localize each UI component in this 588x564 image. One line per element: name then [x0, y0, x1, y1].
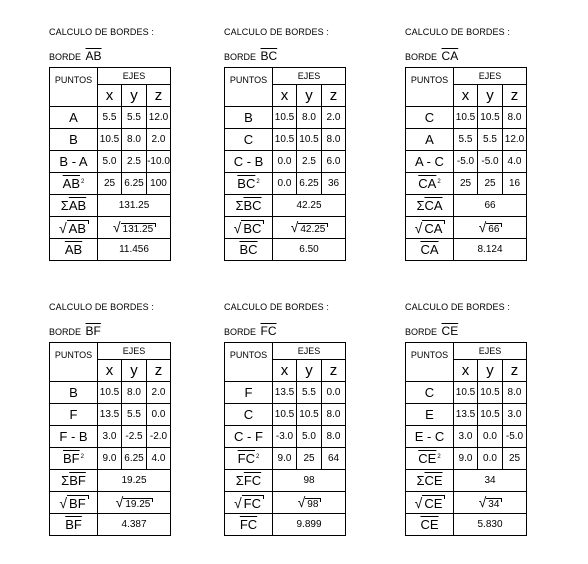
row-label: C: [225, 129, 273, 151]
sum-edge: $\overline{BC}$: [243, 198, 262, 213]
sqrt-value: 19.25: [125, 498, 151, 510]
sqrt-label: √ CA: [406, 217, 454, 239]
row-label: E - C: [406, 426, 454, 448]
cell-z: 4.0: [503, 151, 527, 173]
sum-value: 34: [454, 470, 527, 492]
axis-x-header: x: [273, 360, 297, 382]
result-row: [50, 239, 171, 261]
sum-edge: $\overline{AB}$: [68, 198, 87, 213]
row-label: F: [225, 382, 273, 404]
borde-heading: [224, 324, 277, 338]
table-row: [225, 107, 346, 129]
ejes-header: EJES: [454, 68, 527, 85]
sum-row: [225, 470, 346, 492]
sum-value: 131.25: [98, 195, 171, 217]
edge-name: $\overline{AB}$: [85, 49, 102, 63]
cell-y: 8.0: [297, 107, 322, 129]
calc-title: CALCULO DE BORDES :: [224, 27, 329, 37]
table-row: [225, 404, 346, 426]
sqrt-edge: CE: [424, 495, 443, 511]
sqrt-row: [225, 217, 346, 239]
cell-z: 12.0: [503, 129, 527, 151]
cell-z: 4.0: [147, 448, 171, 470]
cell-z: 3.0: [503, 404, 527, 426]
cell-x: 10.5: [273, 107, 297, 129]
table-row: [50, 382, 171, 404]
sum-row: [225, 195, 346, 217]
cell-z: 64: [322, 448, 346, 470]
ejes-header: EJES: [273, 68, 346, 85]
cell-x: 13.5: [273, 382, 297, 404]
cell-x: 10.5: [273, 404, 297, 426]
result-edge: $\overline{AB}$: [50, 239, 98, 261]
table-row: [50, 129, 171, 151]
axis-y-header: y: [122, 360, 147, 382]
table-row: [225, 448, 346, 470]
cell-z: 100: [147, 173, 171, 195]
sqrt-row: [406, 492, 527, 514]
table-row: [406, 426, 527, 448]
cell-y: 8.0: [122, 129, 147, 151]
row-label: B: [50, 129, 98, 151]
cell-y: 5.0: [297, 426, 322, 448]
axis-y-header: y: [478, 85, 503, 107]
result-edge: $\overline{CA}$: [406, 239, 454, 261]
calc-table: [405, 67, 527, 261]
calc-table: [405, 342, 527, 536]
row-label-squared: $\overline{FC}^2$: [225, 448, 273, 470]
cell-x: 10.5: [273, 129, 297, 151]
calc-title: CALCULO DE BORDES :: [405, 302, 510, 312]
borde-heading: [405, 324, 458, 338]
edge-name: $\overline{CA}$: [441, 49, 459, 63]
sqrt-edge: AB: [68, 220, 87, 236]
table-row: [50, 173, 171, 195]
table-row: [406, 404, 527, 426]
cell-x: 3.0: [454, 426, 478, 448]
row-label: C: [225, 404, 273, 426]
result-edge: $\overline{CE}$: [406, 514, 454, 536]
row-label: F: [50, 404, 98, 426]
borde-label: BORDE: [49, 52, 82, 62]
cell-z: 25: [503, 448, 527, 470]
row-label: E: [406, 404, 454, 426]
table-row: [406, 129, 527, 151]
cell-z: 8.0: [503, 382, 527, 404]
cell-x: 25: [454, 173, 478, 195]
cell-z: 0.0: [322, 382, 346, 404]
sigma-symbol: Σ: [416, 473, 425, 488]
ejes-header: EJES: [98, 68, 171, 85]
edge-name: $\overline{BF}$: [85, 324, 101, 338]
cell-z: 8.0: [322, 129, 346, 151]
row-label-squared: $\overline{CE}^2$: [406, 448, 454, 470]
borde-label: BORDE: [224, 327, 257, 337]
axis-y-header: y: [297, 360, 322, 382]
cell-y: 5.5: [122, 404, 147, 426]
sqrt-row: [225, 492, 346, 514]
cell-y: 25: [297, 448, 322, 470]
edge-name: $\overline{BC}$: [260, 49, 278, 63]
borde-heading: [49, 49, 102, 63]
result-value: 5.830: [454, 514, 527, 536]
sqrt-value-cell: √ 19.25: [98, 492, 171, 514]
axis-z-header: z: [147, 85, 171, 107]
ejes-header: EJES: [454, 343, 527, 360]
sqrt-label: √ AB: [50, 217, 98, 239]
axis-y-header: y: [122, 85, 147, 107]
axis-x-header: x: [273, 85, 297, 107]
cell-z: 6.0: [322, 151, 346, 173]
squared-edge: $\overline{AB}$: [62, 176, 80, 191]
cell-z: -5.0: [503, 426, 527, 448]
puntos-header: PUNTOS: [406, 68, 454, 107]
cell-x: 5.5: [98, 107, 122, 129]
cell-x: 5.0: [98, 151, 122, 173]
cell-y: 8.0: [122, 382, 147, 404]
cell-y: 0.0: [478, 448, 503, 470]
axis-x-header: x: [454, 360, 478, 382]
squared-edge: $\overline{CE}$: [418, 451, 437, 466]
cell-x: 9.0: [273, 448, 297, 470]
cell-z: 0.0: [147, 404, 171, 426]
calc-table: [224, 342, 346, 536]
sum-value: 66: [454, 195, 527, 217]
sqrt-value-cell: √ 66: [454, 217, 527, 239]
cell-x: 13.5: [454, 404, 478, 426]
axis-z-header: z: [147, 360, 171, 382]
result-value: 11.456: [98, 239, 171, 261]
cell-z: 16: [503, 173, 527, 195]
sigma-symbol: Σ: [235, 198, 244, 213]
sum-value: 98: [273, 470, 346, 492]
table-row: [50, 426, 171, 448]
table-row: [406, 448, 527, 470]
sqrt-value-cell: √ 34: [454, 492, 527, 514]
cell-y: 6.25: [122, 448, 147, 470]
cell-y: 5.5: [122, 107, 147, 129]
cell-y: 10.5: [297, 129, 322, 151]
result-edge: $\overline{BF}$: [50, 514, 98, 536]
puntos-header: PUNTOS: [225, 68, 273, 107]
row-label-squared: $\overline{CA}^2$: [406, 173, 454, 195]
cell-y: 2.5: [297, 151, 322, 173]
cell-z: 8.0: [503, 107, 527, 129]
cell-y: 10.5: [297, 404, 322, 426]
sqrt-value-cell: √ 42.25: [273, 217, 346, 239]
table-row: [225, 382, 346, 404]
calc-table: [224, 67, 346, 261]
sum-edge: $\overline{CA}$: [424, 198, 443, 213]
sqrt-row: [406, 217, 527, 239]
calc-title: CALCULO DE BORDES :: [405, 27, 510, 37]
axis-z-header: z: [322, 85, 346, 107]
table-row: [50, 107, 171, 129]
calc-title: CALCULO DE BORDES :: [224, 302, 329, 312]
cell-x: 5.5: [454, 129, 478, 151]
borde-heading: [224, 49, 277, 63]
sqrt-edge: FC: [243, 495, 262, 511]
table-row: [50, 448, 171, 470]
cell-x: 3.0: [98, 426, 122, 448]
table-row: [406, 382, 527, 404]
sum-label: [225, 470, 273, 492]
sum-label: [50, 195, 98, 217]
axis-y-header: y: [297, 85, 322, 107]
sum-row: [50, 470, 171, 492]
axis-z-header: z: [322, 360, 346, 382]
sum-value: 19.25: [98, 470, 171, 492]
row-label: A: [406, 129, 454, 151]
row-label: A - C: [406, 151, 454, 173]
cell-x: 10.5: [98, 382, 122, 404]
table-row: [50, 151, 171, 173]
result-edge: $\overline{FC}$: [225, 514, 273, 536]
axis-x-header: x: [98, 85, 122, 107]
cell-z: 36: [322, 173, 346, 195]
sqrt-value-cell: √ 98: [273, 492, 346, 514]
sigma-symbol: Σ: [416, 198, 425, 213]
sqrt-edge: BC: [243, 220, 262, 236]
sum-edge: $\overline{CE}$: [424, 473, 443, 488]
cell-y: 5.5: [297, 382, 322, 404]
cell-x: 9.0: [454, 448, 478, 470]
cell-x: 9.0: [98, 448, 122, 470]
cell-y: 25: [478, 173, 503, 195]
cell-z: 8.0: [322, 426, 346, 448]
result-row: [406, 239, 527, 261]
cell-y: -5.0: [478, 151, 503, 173]
sqrt-value: 42.25: [300, 223, 326, 235]
cell-y: 6.25: [122, 173, 147, 195]
axis-z-header: z: [503, 360, 527, 382]
cell-z: 2.0: [147, 382, 171, 404]
borde-heading: [405, 49, 458, 63]
sqrt-row: [50, 492, 171, 514]
cell-z: 2.0: [322, 107, 346, 129]
cell-y: 10.5: [478, 382, 503, 404]
table-row: [406, 151, 527, 173]
sqrt-label: √ CE: [406, 492, 454, 514]
cell-x: 10.5: [454, 382, 478, 404]
axis-y-header: y: [478, 360, 503, 382]
result-value: 6.50: [273, 239, 346, 261]
ejes-header: EJES: [98, 343, 171, 360]
calc-table: [49, 342, 171, 536]
squared-edge: $\overline{BF}$: [63, 451, 80, 466]
table-row: [225, 173, 346, 195]
puntos-header: PUNTOS: [406, 343, 454, 382]
result-value: 9.899: [273, 514, 346, 536]
sum-label: [50, 470, 98, 492]
table-row: [225, 151, 346, 173]
sigma-symbol: Σ: [60, 198, 69, 213]
cell-x: 0.0: [273, 173, 297, 195]
puntos-header: PUNTOS: [50, 343, 98, 382]
borde-heading: [49, 324, 101, 338]
borde-label: BORDE: [405, 327, 438, 337]
sigma-symbol: Σ: [235, 473, 244, 488]
result-row: [225, 239, 346, 261]
squared-edge: $\overline{CA}$: [418, 176, 437, 191]
sqrt-value: 131.25: [122, 223, 154, 235]
sum-label: [406, 470, 454, 492]
row-label-squared: $\overline{AB}^2$: [50, 173, 98, 195]
sigma-symbol: Σ: [61, 473, 70, 488]
table-row: [50, 404, 171, 426]
ejes-header: EJES: [273, 343, 346, 360]
row-label: B: [50, 382, 98, 404]
sum-edge: $\overline{FC}$: [243, 473, 262, 488]
sum-row: [406, 195, 527, 217]
cell-z: 8.0: [322, 404, 346, 426]
calc-table: [49, 67, 171, 261]
puntos-header: PUNTOS: [50, 68, 98, 107]
result-value: 4.387: [98, 514, 171, 536]
row-label-squared: $\overline{BC}^2$: [225, 173, 273, 195]
row-label: B - A: [50, 151, 98, 173]
cell-y: 0.0: [478, 426, 503, 448]
sum-label: [406, 195, 454, 217]
cell-y: 6.25: [297, 173, 322, 195]
cell-x: 10.5: [98, 129, 122, 151]
table-row: [406, 107, 527, 129]
cell-x: -3.0: [273, 426, 297, 448]
sum-label: [225, 195, 273, 217]
sum-value: 42.25: [273, 195, 346, 217]
axis-z-header: z: [503, 85, 527, 107]
cell-z: 12.0: [147, 107, 171, 129]
puntos-header: PUNTOS: [225, 343, 273, 382]
borde-label: BORDE: [405, 52, 438, 62]
sum-row: [50, 195, 171, 217]
cell-x: -5.0: [454, 151, 478, 173]
sqrt-value-cell: √ 131.25: [98, 217, 171, 239]
sqrt-value: 98: [307, 498, 319, 510]
cell-y: 5.5: [478, 129, 503, 151]
result-edge: $\overline{BC}$: [225, 239, 273, 261]
borde-label: BORDE: [49, 327, 82, 337]
result-row: [225, 514, 346, 536]
row-label: C: [406, 382, 454, 404]
sqrt-label: √ BC: [225, 217, 273, 239]
cell-x: 13.5: [98, 404, 122, 426]
borde-label: BORDE: [224, 52, 257, 62]
calc-title: CALCULO DE BORDES :: [49, 302, 154, 312]
table-row: [225, 426, 346, 448]
result-row: [50, 514, 171, 536]
squared-edge: $\overline{BC}$: [237, 176, 256, 191]
cell-z: 2.0: [147, 129, 171, 151]
cell-y: 10.5: [478, 404, 503, 426]
table-row: [225, 129, 346, 151]
row-label: B: [225, 107, 273, 129]
cell-x: 0.0: [273, 151, 297, 173]
sqrt-value: 66: [488, 223, 500, 235]
row-label: F - B: [50, 426, 98, 448]
cell-y: 10.5: [478, 107, 503, 129]
row-label: C: [406, 107, 454, 129]
axis-x-header: x: [98, 360, 122, 382]
table-row: [406, 173, 527, 195]
row-label: C - B: [225, 151, 273, 173]
row-label-squared: $\overline{BF}^2$: [50, 448, 98, 470]
cell-x: 10.5: [454, 107, 478, 129]
edge-name: $\overline{CE}$: [441, 324, 459, 338]
sum-edge: $\overline{BF}$: [69, 473, 86, 488]
row-label: C - F: [225, 426, 273, 448]
axis-x-header: x: [454, 85, 478, 107]
sqrt-edge: CA: [424, 220, 443, 236]
sqrt-label: √ FC: [225, 492, 273, 514]
result-row: [406, 514, 527, 536]
sqrt-label: √ BF: [50, 492, 98, 514]
row-label: A: [50, 107, 98, 129]
cell-x: 25: [98, 173, 122, 195]
cell-y: -2.5: [122, 426, 147, 448]
sqrt-value: 34: [488, 498, 500, 510]
result-value: 8.124: [454, 239, 527, 261]
sum-row: [406, 470, 527, 492]
calc-title: CALCULO DE BORDES :: [49, 27, 154, 37]
sqrt-edge: BF: [69, 495, 86, 511]
cell-z: -2.0: [147, 426, 171, 448]
squared-edge: $\overline{FC}$: [237, 451, 255, 466]
edge-name: $\overline{FC}$: [260, 324, 277, 338]
cell-z: -10.0: [147, 151, 171, 173]
cell-y: 2.5: [122, 151, 147, 173]
sqrt-row: [50, 217, 171, 239]
